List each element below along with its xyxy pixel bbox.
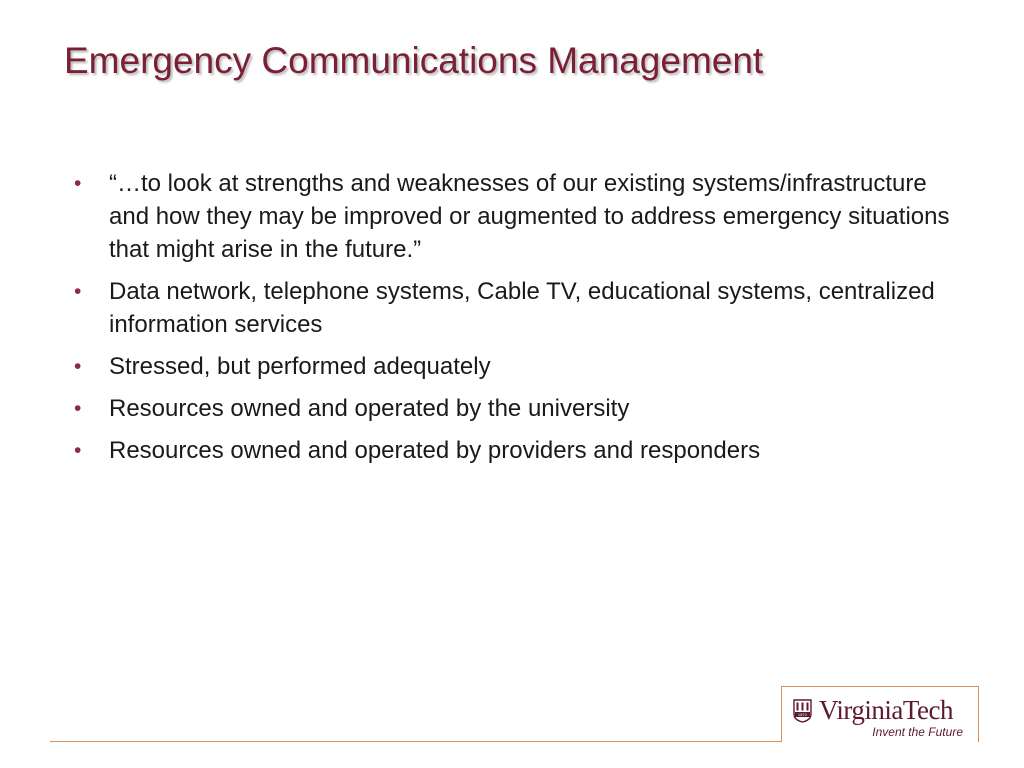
bullet-marker: • <box>74 172 82 195</box>
bullet-text: Resources owned and operated by providers and responders <box>109 437 761 464</box>
slide-title: Emergency Communications Management <box>64 40 764 81</box>
bullet-item <box>74 392 954 425</box>
bullet-marker: • <box>74 397 82 420</box>
bullet-marker: • <box>74 355 82 378</box>
university-seal-icon <box>793 699 812 723</box>
bullet-item <box>74 350 954 383</box>
bullet-text: Data network, telephone systems, Cable TV, educational systems, centralized information services <box>109 278 935 338</box>
bullet-text: “…to look at strengths and weaknesses of our existing systems/infrastructure and how they may be improved or augmented to address emergency situations that might arise in the future.” <box>109 170 950 263</box>
bullet-text: Stressed, but performed adequately <box>109 353 491 380</box>
bullet-list <box>74 167 954 476</box>
university-logo <box>781 686 979 742</box>
bullet-item <box>74 434 954 467</box>
bullet-item <box>74 167 954 266</box>
bullet-marker: • <box>74 280 82 303</box>
bullet-text: Resources owned and operated by the university <box>109 395 630 422</box>
seal-year: 1872 <box>797 713 808 718</box>
logo-tagline: Invent the Future <box>872 725 963 739</box>
logo-wordmark: VirginiaTech <box>819 695 953 725</box>
bullet-marker: • <box>74 439 82 462</box>
bullet-item <box>74 275 954 341</box>
